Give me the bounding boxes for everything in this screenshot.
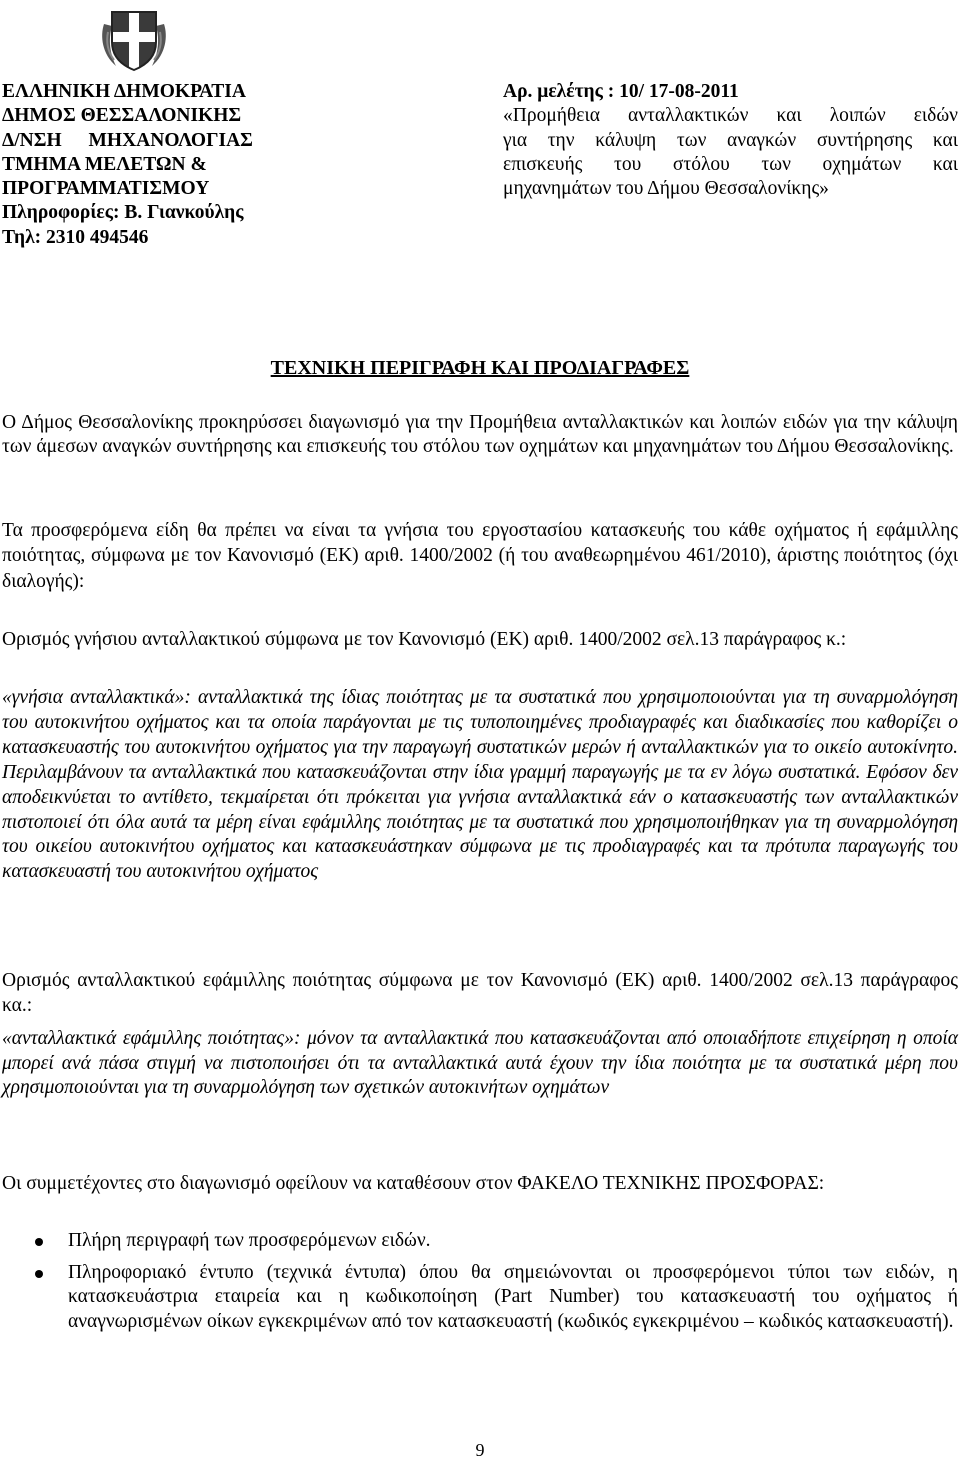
requirements-paragraph: Τα προσφερόμενα είδη θα πρέπει να είναι τα γνήσια του εργοστασίου κατασκευής του κάθε οχήματος ή εφάμιλλης ποιότητας, σύμφωνα με τον Κανονισμό (ΕΚ) αριθ. 1400/2002 (ή του αναθεωρημένου 461/2010), άριστης ποιότητος (όχι διαλογής): [2,520,958,592]
study-subject-line-1: «Προμήθεια ανταλλακτικών και λοιπών ειδών [503,105,958,127]
intro-paragraph: Ο Δήμος Θεσσαλονίκης προκηρύσσει διαγωνισμό για την Προμήθεια ανταλλακτικών και λοιπών ειδών για την κάλυψη των άμεσων αναγκών συντήρησης και επισκευής του στόλου των οχημάτων και μηχανημάτων του Δήμου Θεσσαλονίκης. [2,412,958,457]
list-item-text: Πληροφοριακό έντυπο (τεχνικά έντυπα) όπου θα σημειώνονται οι προσφερόμενοι τύποι των ειδών, η κατασκευάστρια εταιρεία και η κωδικοποίηση (Part Number) του κατασκευαστή του οχήματος ή αναγνωρισμένων οίκων εγκεκριμένων από τον κατασκευαστή (κωδικός εγκεκριμένου – κωδικός κατασκευαστή). [68,1261,958,1332]
header-left-line-1: ΕΛΛΗΝΙΚΗ ΔΗΜΟΚΡΑΤΙΑ [2,81,246,102]
document-title: ΤΕΧΝΙΚΗ ΠΕΡΙΓΡΑΦΗ ΚΑΙ ΠΡΟΔΙΑΓΡΑΦΕΣ [270,357,690,379]
header-left-line-5: ΠΡΟΓΡΑΜΜΑΤΙΣΜΟΥ [2,178,210,200]
study-subject-line-2: για την κάλυψη των αναγκών συντήρησης και [503,129,958,151]
study-reference-number: Αρ. μελέτης : 10/ 17-08-2011 [503,81,739,102]
issuing-authority-block [2,80,322,250]
page-number: 9 [475,1440,485,1460]
bullet-icon [35,1238,43,1246]
header-left-line-2: ΔΗΜΟΣ ΘΕΣΣΑΛΟΝΙΚΗΣ [2,105,242,127]
genuine-parts-definition-heading: Ορισμός γνήσιου ανταλλακτικού σύμφωνα με τον Κανονισμό (ΕΚ) αριθ. 1400/2002 σελ.13 παράγραφος κ.: [2,629,847,650]
list-item [2,1261,958,1335]
study-subject-line-3: επισκευής του στόλου των οχημάτων και [503,153,958,175]
study-subject-line-4: μηχανημάτων του Δήμου Θεσσαλονίκης» [503,178,829,200]
required-documents-list [2,1229,958,1334]
genuine-parts-definition-part-b: Περιλαμβάνουν τα ανταλλακτικά που κατασκευάζονται στην ίδια γραμμή παραγωγής με τα εν λόγω συστατικά. [2,761,861,783]
header-left-line-4: ΤΜΗΜΑ ΜΕΛΕΤΩΝ & [2,153,207,175]
genuine-parts-definition-part-a: «γνήσια ανταλλακτικά»: ανταλλακτικά της ίδιας ποιότητας με τα συστατικά που χρησιμοποιούνται για τη συναρμολόγηση του αυτοκινήτου οχήματος και τα οποία παράγονται με τις τυποποιημένες προδιαγραφές και διαδικασίες που καθορίζει ο κατασκευαστής του αυτοκινήτου οχήματος για την παραγωγή συστατικών μερών ή ανταλλακτικών για το οικείο αυτοκίνητο. [2,687,958,758]
equivalent-parts-definition-heading: Ορισμός ανταλλακτικού εφάμιλλης ποιότητας σύμφωνα με τον Κανονισμό (ΕΚ) αριθ. 1400/2002 σελ.13 παράγραφος κα.: [2,970,958,1016]
genuine-parts-definition [2,686,958,885]
study-reference-block [503,80,958,201]
list-item [2,1229,958,1253]
header-left-contact: Πληροφορίες: Β. Γιανκούλης [2,202,244,224]
greek-coat-of-arms-icon [98,2,170,74]
list-item-text: Πλήρη περιγραφή των προσφερόμενων ειδών. [68,1230,431,1251]
header-left-phone: Τηλ: 2310 494546 [2,226,149,248]
header-left-line-3: Δ/ΝΣΗ ΜΗΧΑΝΟΛΟΓΙΑΣ [2,129,253,151]
equivalent-parts-definition: «ανταλλακτικά εφάμιλλης ποιότητας»: μόνον τα ανταλλακτικά που κατασκευάζονται από οποιαδήποτε επιχείρηση η οποία μπορεί ανά πάσα στιγμή να πιστοποιήσει ότι τα ανταλλακτικά αυτά έχουν την ίδια ποιότητα με τα συστατικά μέρη που χρησιμοποιούνται για τη συναρμολόγηση των σχετικών αυτοκινήτων οχημάτων [2,1028,958,1098]
genuine-parts-definition-part-c: Εφόσον δεν αποδεικνύεται το αντίθετο, τεκμαίρεται ότι πρόκειται για γνήσια ανταλλακτικά εάν ο κατασκευαστής των ανταλλακτικών πιστοποιεί ότι όλα αυτά τα μέρη είναι εφάμιλλης ποιότητας με τα συστατικά που χρησιμοποιήθηκαν για τη συναρμολόγηση του οικείου αυτοκινήτου οχήματος και κατασκευάστηκαν σύμφωνα με τις προδιαγραφές και τα πρότυπα παραγωγής του κατασκευαστή του αυτοκινήτου οχήματος [2,761,959,883]
bullet-icon [35,1270,43,1278]
participants-paragraph: Οι συμμετέχοντες στο διαγωνισμό οφείλουν να καταθέσουν στον ΦΑΚΕΛΟ ΤΕΧΝΙΚΗΣ ΠΡΟΣΦΟΡΑΣ: [2,1173,825,1194]
